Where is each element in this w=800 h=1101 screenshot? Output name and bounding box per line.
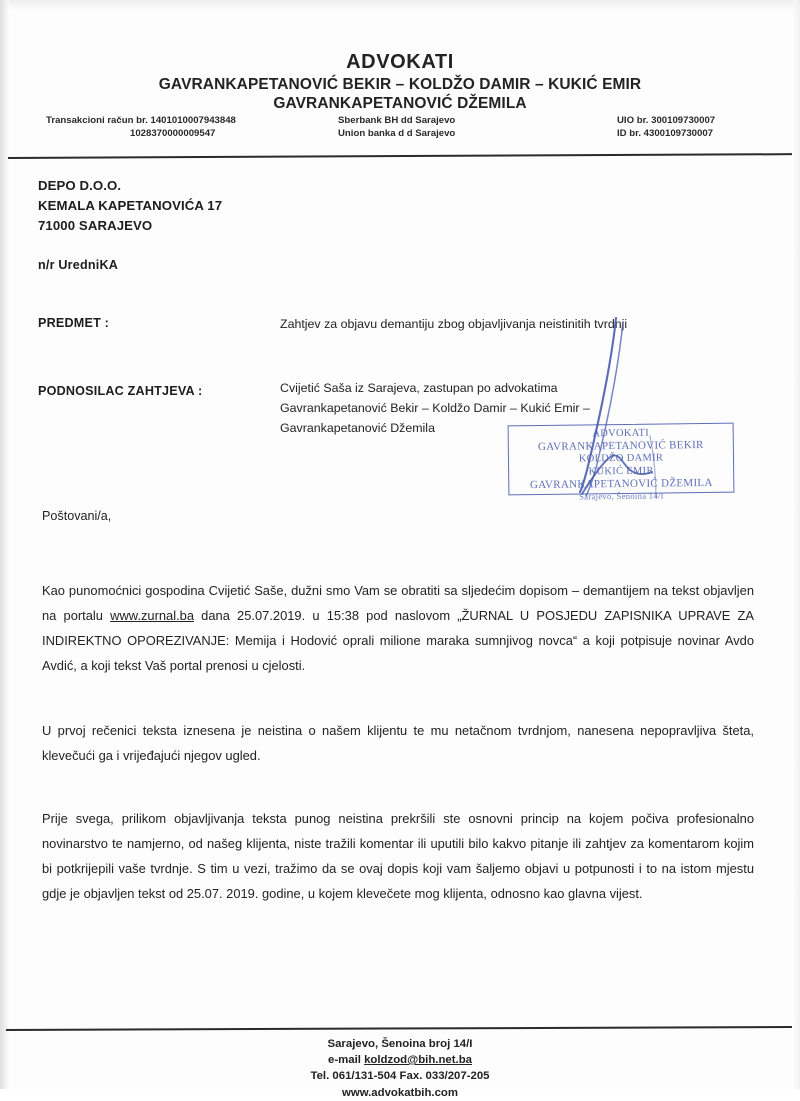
footer-email-label: e-mail — [327, 1054, 365, 1067]
letterhead-details — [0, 115, 800, 149]
stamp-line-3: KOLDŽO DAMIR — [578, 452, 664, 465]
firm-partners-line-1: GAVRANKAPETANOVIĆ BEKIR – KOLDŽO DAMIR – KUKIĆ EMIR — [158, 76, 642, 93]
zurnal-link[interactable]: www.zurnal.ba — [110, 607, 194, 623]
header-divider — [8, 153, 792, 159]
uio-number: UIO br. 300109730007 — [617, 115, 716, 126]
bank-name-2: Union banka d d Sarajevo — [338, 127, 456, 139]
paragraph-1-text-after-link: dana 25.07.2019. u 15:38 pod naslovom „ŽURNAL U POSJEDU ZAPISNIKA UPRAVE ZA INDIREKTNO OPOREZIVANJE: Memija i Hodović oprali milione maraka sumnjivog novca“ a koji potpisuje novinar Avdo Avdić, a koji tekst Vaš portal prenosi u cjelosti. — [42, 607, 754, 673]
scan-edge-left — [0, 0, 9, 1089]
applicant-label: PODNOSILAC ZAHTJEVA : — [38, 384, 203, 398]
footer-address: Sarajevo, Šenoina broj 14/I — [327, 1038, 473, 1050]
firm-title: ADVOKATI — [346, 51, 454, 73]
recipient-address — [38, 176, 222, 236]
firm-partners-line-2: GAVRANKAPETANOVIĆ DŽEMILA — [273, 95, 527, 113]
salutation: Poštovani/a, — [42, 509, 112, 523]
id-number: ID br. 4300109730007 — [617, 127, 714, 139]
recipient-attention: n/r UredniKA — [38, 258, 119, 272]
recipient-street: KEMALA KAPETANOVIĆA 17 — [38, 198, 223, 214]
footer-email-address[interactable]: koldzod@bih.net.ba — [364, 1054, 472, 1067]
recipient-city: 71000 SARAJEVO — [38, 218, 153, 234]
scan-edge-top — [0, 0, 800, 10]
tax-identifiers — [617, 115, 715, 141]
stamp-line-4: KUKIĆ EMIR — [588, 465, 654, 478]
stamp-line-1: ADVOKATI — [592, 427, 650, 440]
footer-email-row — [0, 1052, 800, 1068]
account-label-and-number-1: Transakcioni račun br. 1401010007943848 — [46, 115, 236, 126]
footer-website[interactable]: www.advokatbih.com — [341, 1086, 459, 1099]
body-paragraph-3: Prije svega, prilikom objavljivanja teksta punog neistina prekršili ste osnovni princip na kojem počiva profesionalno novinarstvo te namjerno, od našeg klijenta, niste tražili komentar ili uputili bilo kakvo pitanje ili zahtjev za komentarom kojim bi potkrijepili vaše tvrdnje. S tim u vezi, tražimo da se ovaj dopis koji vam šaljemo objavi u potpunosti i to na istom mjestu gdje je objavljen tekst od 25.07. 2019. godine, u kojem klevečete mog klijenta, odnosno kao glavna vijest. — [42, 810, 754, 901]
footer-phone: Tel. 061/131-504 Fax. 033/207-205 — [310, 1070, 490, 1083]
stamp-line-2: GAVRANKAPETANOVIĆ BEKIR — [537, 439, 704, 454]
account-number-2: 1028370000009547 — [130, 127, 216, 139]
recipient-company: DEPO D.O.O. — [38, 178, 122, 193]
letterhead — [0, 52, 800, 114]
subject-label: PREDMET : — [38, 316, 110, 330]
footer-divider — [6, 1026, 792, 1031]
applicant-line-1: Cvijetić Saša iz Sarajeva, zastupan po advokatima — [280, 381, 558, 395]
stamp-line-6: Sarajevo, Šenoina 14/I — [579, 490, 664, 502]
bank-name-1: Sberbank BH dd Sarajevo — [338, 115, 456, 126]
paragraph-1-text-before-link: Kao punomoćnici gospodina Cvijetić Saše, dužni smo Vam se obratiti sa sljedećim dopisom – demantijem na tekst objavljen na portalu — [42, 582, 754, 623]
stamp-line-5: GAVRANKAPETANOVIĆ DŽEMILA — [529, 476, 713, 492]
footer — [0, 1036, 800, 1101]
law-firm-stamp — [508, 423, 735, 502]
bank-accounts — [46, 115, 236, 141]
bank-names — [338, 115, 455, 141]
body-paragraph-1 — [42, 578, 754, 678]
subject-value: Zahtjev za objavu demantiju zbog objavljivanja neistinitih tvrdnji — [280, 317, 628, 331]
applicant-line-2: Gavrankapetanović Bekir – Koldžo Damir – Kukić Emir – — [280, 401, 590, 416]
scan-edge-right — [793, 0, 800, 1089]
body-paragraph-2: U prvoj rečenici teksta iznesena je neistina o našem klijentu te mu netačnom tvrdnjom, nanesena nepopravljiva šteta, klevečući ga i vrijeđajući njegov ugled. — [42, 722, 754, 763]
applicant-line-3: Gavrankapetanović Džemila — [280, 421, 435, 436]
